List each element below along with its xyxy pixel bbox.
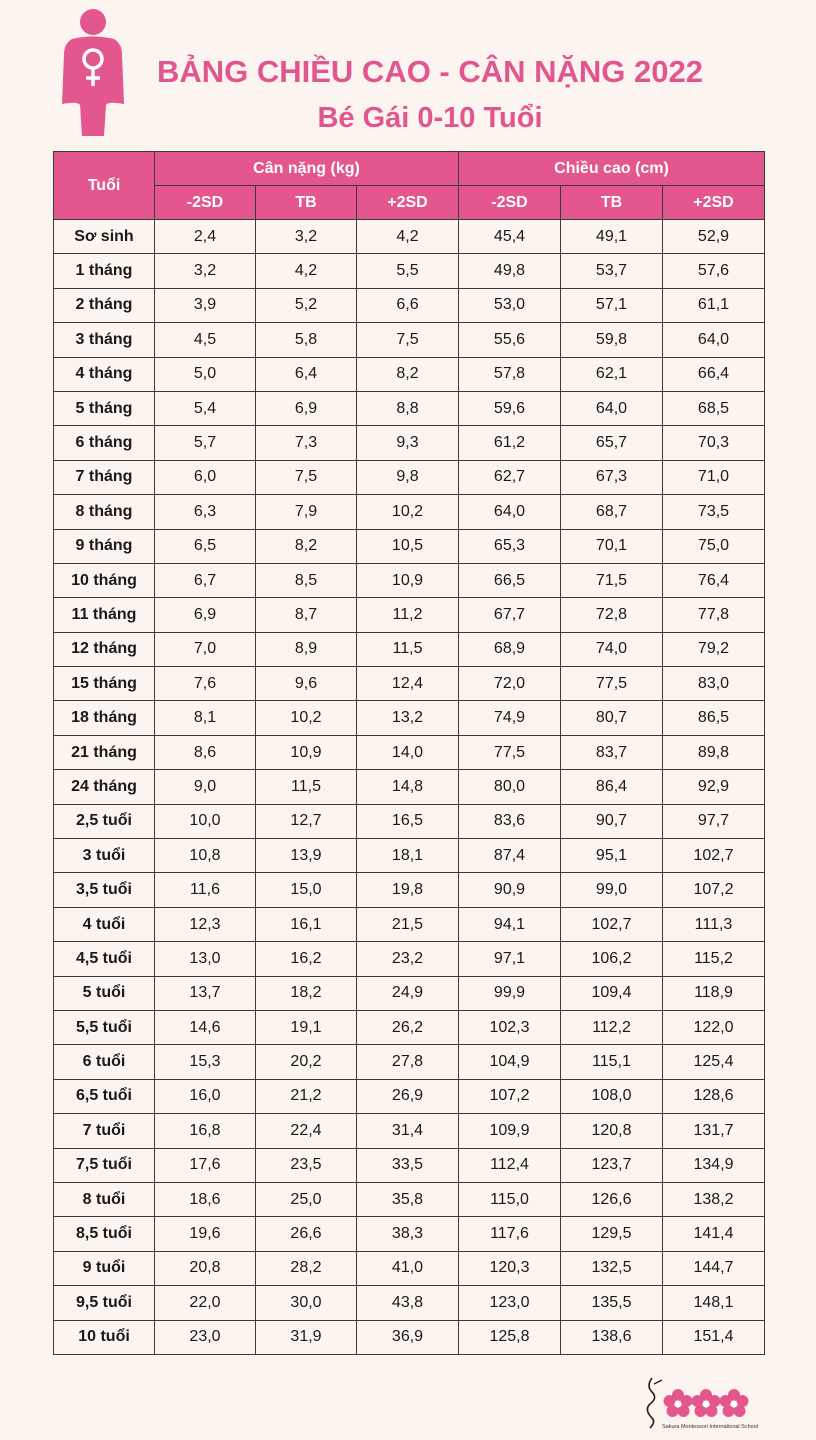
value-cell: 61,2 xyxy=(459,426,561,460)
value-cell: 99,9 xyxy=(459,976,561,1010)
value-cell: 83,6 xyxy=(459,804,561,838)
value-cell: 138,6 xyxy=(561,1320,663,1354)
value-cell: 4,2 xyxy=(357,220,459,254)
value-cell: 102,7 xyxy=(663,839,765,873)
value-cell: 19,1 xyxy=(256,1010,357,1044)
table-row xyxy=(54,598,765,632)
value-cell: 7,5 xyxy=(256,460,357,494)
age-cell: 12 tháng xyxy=(54,632,155,666)
table-row xyxy=(54,667,765,701)
age-cell: 5 tuổi xyxy=(54,976,155,1010)
table-body xyxy=(54,220,765,1355)
value-cell: 135,5 xyxy=(561,1286,663,1320)
title-subtitle: Bé Gái 0-10 Tuổi xyxy=(317,102,543,134)
value-cell: 14,6 xyxy=(155,1010,256,1044)
sub-header-weight-minus2sd: -2SD xyxy=(155,186,256,220)
value-cell: 80,7 xyxy=(561,701,663,735)
value-cell: 10,9 xyxy=(256,735,357,769)
value-cell: 21,5 xyxy=(357,907,459,941)
value-cell: 8,7 xyxy=(256,598,357,632)
value-cell: 14,0 xyxy=(357,735,459,769)
value-cell: 49,8 xyxy=(459,254,561,288)
value-cell: 83,0 xyxy=(663,667,765,701)
sub-header-weight-avg: TB xyxy=(256,186,357,220)
age-cell: 2 tháng xyxy=(54,288,155,322)
value-cell: 11,5 xyxy=(256,770,357,804)
age-cell: 5 tháng xyxy=(54,391,155,425)
value-cell: 57,6 xyxy=(663,254,765,288)
value-cell: 125,4 xyxy=(663,1045,765,1079)
value-cell: 72,0 xyxy=(459,667,561,701)
value-cell: 9,6 xyxy=(256,667,357,701)
value-cell: 104,9 xyxy=(459,1045,561,1079)
age-cell: 6,5 tuổi xyxy=(54,1079,155,1113)
page-title xyxy=(130,52,730,138)
age-cell: 8 tháng xyxy=(54,495,155,529)
value-cell: 38,3 xyxy=(357,1217,459,1251)
value-cell: 9,8 xyxy=(357,460,459,494)
age-cell: 5,5 tuổi xyxy=(54,1010,155,1044)
value-cell: 117,6 xyxy=(459,1217,561,1251)
sub-header-height-avg: TB xyxy=(561,186,663,220)
value-cell: 9,3 xyxy=(357,426,459,460)
age-cell: Sơ sinh xyxy=(54,220,155,254)
value-cell: 16,2 xyxy=(256,942,357,976)
value-cell: 6,5 xyxy=(155,529,256,563)
value-cell: 6,0 xyxy=(155,460,256,494)
table-row xyxy=(54,1010,765,1044)
value-cell: 52,9 xyxy=(663,220,765,254)
value-cell: 21,2 xyxy=(256,1079,357,1113)
value-cell: 10,9 xyxy=(357,563,459,597)
value-cell: 5,5 xyxy=(357,254,459,288)
value-cell: 80,0 xyxy=(459,770,561,804)
age-cell: 7 tuổi xyxy=(54,1114,155,1148)
table-row xyxy=(54,529,765,563)
table-row xyxy=(54,1182,765,1216)
value-cell: 73,5 xyxy=(663,495,765,529)
value-cell: 59,6 xyxy=(459,391,561,425)
weight-header: Cân nặng (kg) xyxy=(155,152,459,186)
value-cell: 86,5 xyxy=(663,701,765,735)
value-cell: 31,9 xyxy=(256,1320,357,1354)
age-cell: 4,5 tuổi xyxy=(54,942,155,976)
value-cell: 90,9 xyxy=(459,873,561,907)
value-cell: 19,6 xyxy=(155,1217,256,1251)
value-cell: 71,5 xyxy=(561,563,663,597)
value-cell: 115,1 xyxy=(561,1045,663,1079)
value-cell: 57,8 xyxy=(459,357,561,391)
age-cell: 9,5 tuổi xyxy=(54,1286,155,1320)
value-cell: 35,8 xyxy=(357,1182,459,1216)
table-row xyxy=(54,391,765,425)
sub-header-height-minus2sd: -2SD xyxy=(459,186,561,220)
value-cell: 8,1 xyxy=(155,701,256,735)
value-cell: 4,5 xyxy=(155,323,256,357)
table-row xyxy=(54,220,765,254)
value-cell: 53,7 xyxy=(561,254,663,288)
value-cell: 43,8 xyxy=(357,1286,459,1320)
table-row xyxy=(54,976,765,1010)
value-cell: 33,5 xyxy=(357,1148,459,1182)
sub-header-weight-plus2sd: +2SD xyxy=(357,186,459,220)
value-cell: 6,4 xyxy=(256,357,357,391)
age-cell: 3,5 tuổi xyxy=(54,873,155,907)
age-cell: 18 tháng xyxy=(54,701,155,735)
value-cell: 109,9 xyxy=(459,1114,561,1148)
value-cell: 18,6 xyxy=(155,1182,256,1216)
value-cell: 94,1 xyxy=(459,907,561,941)
value-cell: 118,9 xyxy=(663,976,765,1010)
table-row xyxy=(54,770,765,804)
height-header: Chiều cao (cm) xyxy=(459,152,765,186)
age-cell: 4 tuổi xyxy=(54,907,155,941)
table-row xyxy=(54,873,765,907)
value-cell: 6,6 xyxy=(357,288,459,322)
age-cell: 24 tháng xyxy=(54,770,155,804)
value-cell: 122,0 xyxy=(663,1010,765,1044)
value-cell: 74,9 xyxy=(459,701,561,735)
value-cell: 126,6 xyxy=(561,1182,663,1216)
table-row xyxy=(54,1320,765,1354)
age-cell: 7,5 tuổi xyxy=(54,1148,155,1182)
value-cell: 8,5 xyxy=(256,563,357,597)
value-cell: 99,0 xyxy=(561,873,663,907)
value-cell: 16,1 xyxy=(256,907,357,941)
value-cell: 71,0 xyxy=(663,460,765,494)
value-cell: 108,0 xyxy=(561,1079,663,1113)
value-cell: 13,2 xyxy=(357,701,459,735)
value-cell: 115,0 xyxy=(459,1182,561,1216)
value-cell: 90,7 xyxy=(561,804,663,838)
value-cell: 8,2 xyxy=(256,529,357,563)
value-cell: 26,6 xyxy=(256,1217,357,1251)
value-cell: 12,7 xyxy=(256,804,357,838)
value-cell: 65,7 xyxy=(561,426,663,460)
table-row xyxy=(54,495,765,529)
value-cell: 66,5 xyxy=(459,563,561,597)
value-cell: 131,7 xyxy=(663,1114,765,1148)
table-row xyxy=(54,632,765,666)
value-cell: 16,8 xyxy=(155,1114,256,1148)
value-cell: 5,7 xyxy=(155,426,256,460)
value-cell: 83,7 xyxy=(561,735,663,769)
value-cell: 141,4 xyxy=(663,1217,765,1251)
value-cell: 8,6 xyxy=(155,735,256,769)
value-cell: 92,9 xyxy=(663,770,765,804)
value-cell: 22,0 xyxy=(155,1286,256,1320)
value-cell: 125,8 xyxy=(459,1320,561,1354)
age-cell: 1 tháng xyxy=(54,254,155,288)
value-cell: 72,8 xyxy=(561,598,663,632)
value-cell: 134,9 xyxy=(663,1148,765,1182)
value-cell: 8,8 xyxy=(357,391,459,425)
value-cell: 55,6 xyxy=(459,323,561,357)
value-cell: 5,0 xyxy=(155,357,256,391)
value-cell: 7,6 xyxy=(155,667,256,701)
value-cell: 25,0 xyxy=(256,1182,357,1216)
value-cell: 74,0 xyxy=(561,632,663,666)
age-cell: 15 tháng xyxy=(54,667,155,701)
value-cell: 6,3 xyxy=(155,495,256,529)
age-cell: 2,5 tuổi xyxy=(54,804,155,838)
value-cell: 106,2 xyxy=(561,942,663,976)
value-cell: 7,5 xyxy=(357,323,459,357)
age-cell: 4 tháng xyxy=(54,357,155,391)
value-cell: 7,9 xyxy=(256,495,357,529)
value-cell: 120,3 xyxy=(459,1251,561,1285)
value-cell: 12,4 xyxy=(357,667,459,701)
value-cell: 144,7 xyxy=(663,1251,765,1285)
value-cell: 107,2 xyxy=(663,873,765,907)
value-cell: 68,9 xyxy=(459,632,561,666)
table-row xyxy=(54,804,765,838)
value-cell: 77,8 xyxy=(663,598,765,632)
value-cell: 64,0 xyxy=(561,391,663,425)
value-cell: 49,1 xyxy=(561,220,663,254)
table-row xyxy=(54,1079,765,1113)
value-cell: 76,4 xyxy=(663,563,765,597)
table-row xyxy=(54,323,765,357)
value-cell: 64,0 xyxy=(459,495,561,529)
age-cell: 3 tuổi xyxy=(54,839,155,873)
sub-header-height-plus2sd: +2SD xyxy=(663,186,765,220)
value-cell: 123,0 xyxy=(459,1286,561,1320)
value-cell: 26,9 xyxy=(357,1079,459,1113)
value-cell: 62,1 xyxy=(561,357,663,391)
value-cell: 65,3 xyxy=(459,529,561,563)
table-row xyxy=(54,1286,765,1320)
value-cell: 75,0 xyxy=(663,529,765,563)
value-cell: 22,4 xyxy=(256,1114,357,1148)
table-row xyxy=(54,460,765,494)
age-cell: 8 tuổi xyxy=(54,1182,155,1216)
value-cell: 8,2 xyxy=(357,357,459,391)
value-cell: 13,0 xyxy=(155,942,256,976)
value-cell: 151,4 xyxy=(663,1320,765,1354)
table-row xyxy=(54,357,765,391)
value-cell: 102,3 xyxy=(459,1010,561,1044)
value-cell: 11,5 xyxy=(357,632,459,666)
value-cell: 112,2 xyxy=(561,1010,663,1044)
value-cell: 68,7 xyxy=(561,495,663,529)
value-cell: 87,4 xyxy=(459,839,561,873)
value-cell: 148,1 xyxy=(663,1286,765,1320)
value-cell: 11,6 xyxy=(155,873,256,907)
value-cell: 61,1 xyxy=(663,288,765,322)
value-cell: 41,0 xyxy=(357,1251,459,1285)
table-row xyxy=(54,288,765,322)
value-cell: 23,0 xyxy=(155,1320,256,1354)
value-cell: 2,4 xyxy=(155,220,256,254)
age-cell: 3 tháng xyxy=(54,323,155,357)
age-cell: 11 tháng xyxy=(54,598,155,632)
table-row xyxy=(54,1045,765,1079)
value-cell: 30,0 xyxy=(256,1286,357,1320)
value-cell: 13,9 xyxy=(256,839,357,873)
value-cell: 3,2 xyxy=(256,220,357,254)
value-cell: 5,2 xyxy=(256,288,357,322)
value-cell: 15,3 xyxy=(155,1045,256,1079)
value-cell: 31,4 xyxy=(357,1114,459,1148)
table-row xyxy=(54,1217,765,1251)
value-cell: 12,3 xyxy=(155,907,256,941)
value-cell: 17,6 xyxy=(155,1148,256,1182)
value-cell: 28,2 xyxy=(256,1251,357,1285)
value-cell: 89,8 xyxy=(663,735,765,769)
title-main: BẢNG CHIỀU CAO - CÂN NẶNG 2022 xyxy=(156,54,703,89)
value-cell: 109,4 xyxy=(561,976,663,1010)
value-cell: 20,8 xyxy=(155,1251,256,1285)
value-cell: 53,0 xyxy=(459,288,561,322)
value-cell: 13,7 xyxy=(155,976,256,1010)
value-cell: 70,3 xyxy=(663,426,765,460)
table-row xyxy=(54,1114,765,1148)
value-cell: 10,0 xyxy=(155,804,256,838)
value-cell: 128,6 xyxy=(663,1079,765,1113)
value-cell: 123,7 xyxy=(561,1148,663,1182)
table-row xyxy=(54,942,765,976)
value-cell: 15,0 xyxy=(256,873,357,907)
value-cell: 59,8 xyxy=(561,323,663,357)
table-row xyxy=(54,254,765,288)
table-row xyxy=(54,701,765,735)
value-cell: 6,9 xyxy=(256,391,357,425)
value-cell: 3,9 xyxy=(155,288,256,322)
female-silhouette-icon xyxy=(60,8,126,136)
value-cell: 7,3 xyxy=(256,426,357,460)
value-cell: 102,7 xyxy=(561,907,663,941)
value-cell: 20,2 xyxy=(256,1045,357,1079)
value-cell: 67,7 xyxy=(459,598,561,632)
table-row xyxy=(54,426,765,460)
value-cell: 16,5 xyxy=(357,804,459,838)
age-cell: 7 tháng xyxy=(54,460,155,494)
value-cell: 5,4 xyxy=(155,391,256,425)
value-cell: 10,8 xyxy=(155,839,256,873)
age-cell: 10 tháng xyxy=(54,563,155,597)
value-cell: 77,5 xyxy=(561,667,663,701)
value-cell: 10,2 xyxy=(357,495,459,529)
value-cell: 23,5 xyxy=(256,1148,357,1182)
value-cell: 70,1 xyxy=(561,529,663,563)
growth-table xyxy=(53,151,765,1355)
age-cell: 10 tuổi xyxy=(54,1320,155,1354)
value-cell: 14,8 xyxy=(357,770,459,804)
value-cell: 19,8 xyxy=(357,873,459,907)
value-cell: 26,2 xyxy=(357,1010,459,1044)
value-cell: 18,1 xyxy=(357,839,459,873)
value-cell: 10,5 xyxy=(357,529,459,563)
value-cell: 129,5 xyxy=(561,1217,663,1251)
table-row xyxy=(54,735,765,769)
age-cell: 9 tuổi xyxy=(54,1251,155,1285)
value-cell: 120,8 xyxy=(561,1114,663,1148)
value-cell: 3,2 xyxy=(155,254,256,288)
value-cell: 7,0 xyxy=(155,632,256,666)
table-row xyxy=(54,563,765,597)
table-row xyxy=(54,1148,765,1182)
value-cell: 67,3 xyxy=(561,460,663,494)
age-cell: 21 tháng xyxy=(54,735,155,769)
value-cell: 112,4 xyxy=(459,1148,561,1182)
value-cell: 11,2 xyxy=(357,598,459,632)
value-cell: 10,2 xyxy=(256,701,357,735)
value-cell: 66,4 xyxy=(663,357,765,391)
value-cell: 107,2 xyxy=(459,1079,561,1113)
value-cell: 23,2 xyxy=(357,942,459,976)
value-cell: 115,2 xyxy=(663,942,765,976)
value-cell: 86,4 xyxy=(561,770,663,804)
table-row xyxy=(54,907,765,941)
value-cell: 27,8 xyxy=(357,1045,459,1079)
age-cell: 6 tháng xyxy=(54,426,155,460)
age-cell: 6 tuổi xyxy=(54,1045,155,1079)
value-cell: 97,7 xyxy=(663,804,765,838)
value-cell: 57,1 xyxy=(561,288,663,322)
value-cell: 95,1 xyxy=(561,839,663,873)
value-cell: 6,7 xyxy=(155,563,256,597)
value-cell: 6,9 xyxy=(155,598,256,632)
age-header: Tuổi xyxy=(54,152,155,220)
value-cell: 132,5 xyxy=(561,1251,663,1285)
age-cell: 8,5 tuổi xyxy=(54,1217,155,1251)
value-cell: 9,0 xyxy=(155,770,256,804)
value-cell: 79,2 xyxy=(663,632,765,666)
value-cell: 4,2 xyxy=(256,254,357,288)
value-cell: 45,4 xyxy=(459,220,561,254)
value-cell: 36,9 xyxy=(357,1320,459,1354)
value-cell: 64,0 xyxy=(663,323,765,357)
age-cell: 9 tháng xyxy=(54,529,155,563)
value-cell: 138,2 xyxy=(663,1182,765,1216)
value-cell: 8,9 xyxy=(256,632,357,666)
value-cell: 97,1 xyxy=(459,942,561,976)
value-cell: 16,0 xyxy=(155,1079,256,1113)
value-cell: 24,9 xyxy=(357,976,459,1010)
value-cell: 77,5 xyxy=(459,735,561,769)
table-row xyxy=(54,1251,765,1285)
value-cell: 68,5 xyxy=(663,391,765,425)
value-cell: 5,8 xyxy=(256,323,357,357)
value-cell: 62,7 xyxy=(459,460,561,494)
logo-caption: Sakura Montessori International School xyxy=(662,1424,758,1430)
value-cell: 111,3 xyxy=(663,907,765,941)
value-cell: 18,2 xyxy=(256,976,357,1010)
table-row xyxy=(54,839,765,873)
